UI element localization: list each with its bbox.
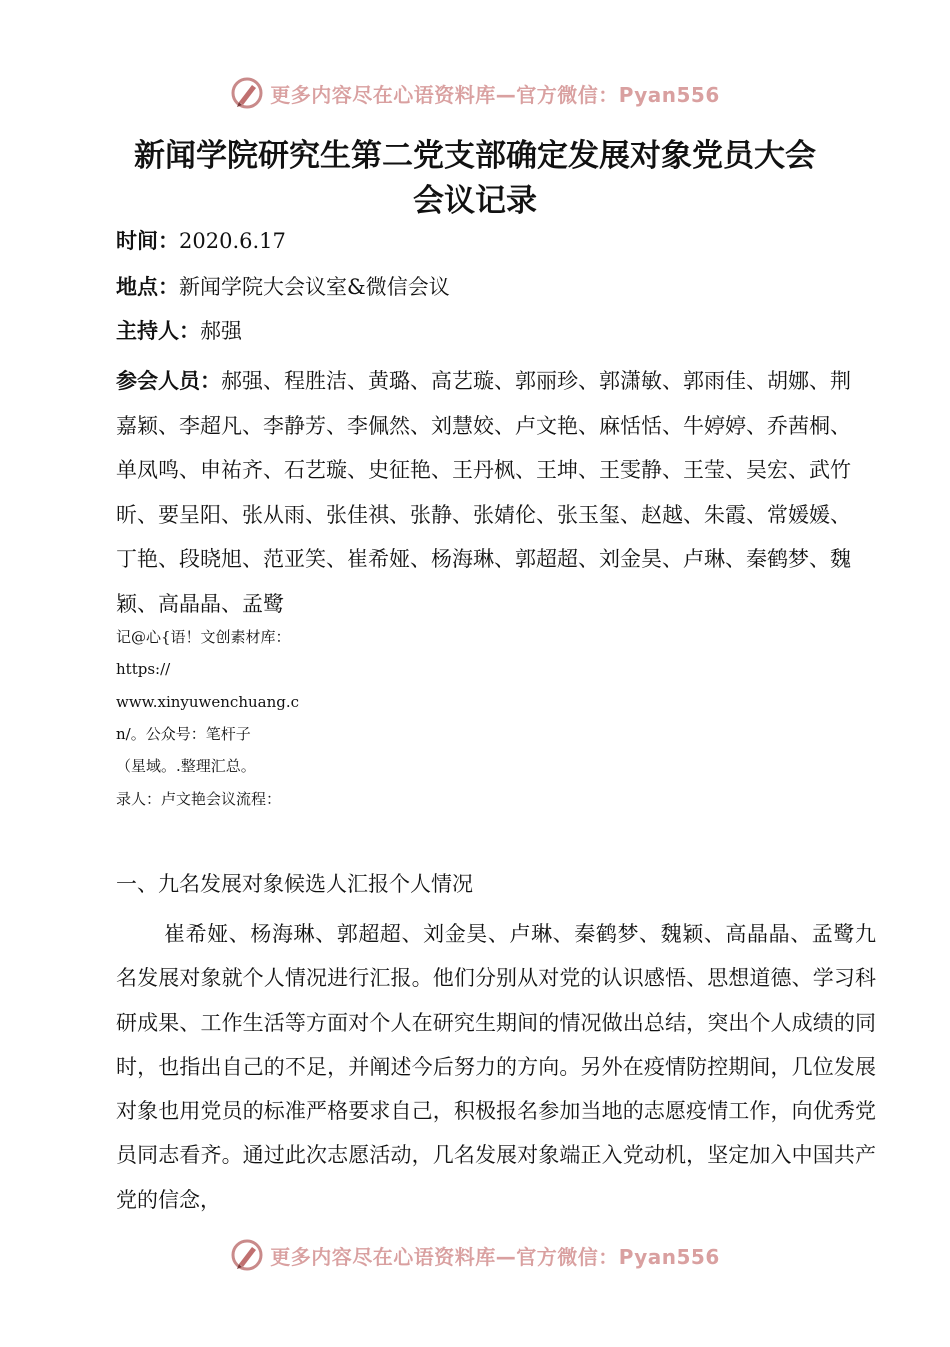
host-value: 郝强 (200, 319, 242, 343)
note-line: https:// (116, 660, 171, 678)
attendees-label: 参会人员： (116, 369, 221, 393)
meeting-host (116, 316, 866, 346)
attendees-value: 郝强、程胜洁、黄璐、高艺璇、郭丽珍、郭潇敏、郭雨佳、胡娜、荆嘉颖、李超凡、李静芳、李佩然、刘慧姣、卢文艳、麻恬恬、牛婷婷、乔茜桐、单凤鸣、申祐齐、石艺璇、史征艳、王丹枫、王坤、王雯静、王莹、吴宏、武竹昕、要呈阳、张从雨、张佳祺、张静、张婧伦、张玉玺、赵越、朱霞、常媛媛、丁艳、段晓旭、范亚笑、崔希娅、杨海琳、郭超超、刘金昊、卢琳、秦鹤梦、魏颖、高晶晶、孟鹭 (116, 369, 851, 616)
meeting-time (116, 226, 866, 256)
meeting-place (116, 272, 866, 302)
pen-logo-icon (230, 76, 264, 110)
attendees (116, 359, 866, 626)
header-banner (0, 73, 950, 113)
note-line: 记@心{语！文创素材库： (116, 628, 291, 646)
note-line: （星域。.整理汇总。 (116, 757, 256, 775)
host-label: 主持人： (116, 319, 200, 343)
note-line: www.xinyuwenchuang.c (116, 693, 300, 711)
place-label: 地点： (116, 275, 179, 299)
note-line: n/。公众号：笔杆子 (116, 725, 251, 743)
page-title: 新闻学院研究生第二党支部确定发展对象党员大会 (134, 138, 816, 174)
time-label: 时间： (116, 229, 179, 253)
body-paragraph: 崔希娅、杨海琳、郭超超、刘金昊、卢琳、秦鹤梦、魏颖、高晶晶、孟鹭九名发展对象就个人情况进行汇报。他们分别从对党的认识感悟、思想道德、学习科研成果、工作生活等方面对个人在研究生期间的情况做出总结，突出个人成绩的同时，也指出自己的不足，并阐述今后努力的方向。另外在疫情防控期间，几位发展对象也用党员的标准严格要求自己，积极报名参加当地的志愿疫情工作，向优秀党员同志看齐。通过此次志愿活动，几名发展对象端正入党动机，坚定加入中国共产党的信念， (116, 922, 876, 1212)
banner-text: 更多内容尽在心语资料库—官方微信：Pyan556 (270, 1244, 720, 1269)
footer-banner (0, 1235, 950, 1275)
page-subtitle: 会议记录 (413, 183, 537, 219)
time-value: 2020.6.17 (179, 229, 286, 253)
banner-text: 更多内容尽在心语资料库—官方微信：Pyan556 (270, 82, 720, 107)
place-value: 新闻学院大会议室&微信会议 (179, 275, 450, 299)
pen-logo-icon (230, 1238, 264, 1272)
section-heading: 一、九名发展对象候选人汇报个人情况 (116, 872, 473, 896)
note-line: 录人：卢文艳会议流程： (116, 790, 282, 808)
